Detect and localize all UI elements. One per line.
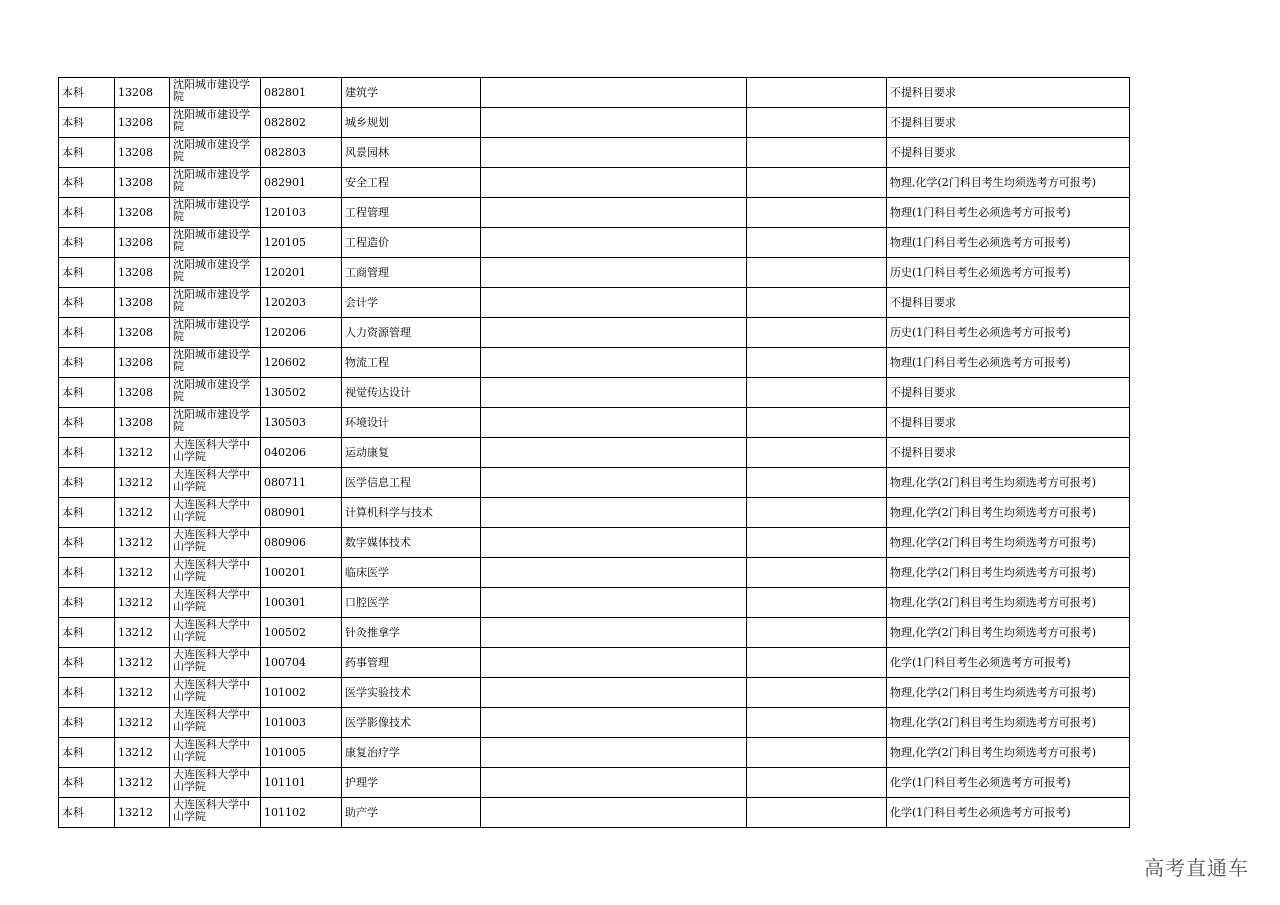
blank-cell bbox=[481, 618, 747, 648]
blank-cell bbox=[481, 438, 747, 468]
major-name-cell: 康复治疗学 bbox=[342, 738, 481, 768]
school-name-cell: 沈阳城市建设学院 bbox=[170, 168, 261, 198]
level-cell: 本科 bbox=[59, 558, 115, 588]
school-name-cell: 沈阳城市建设学院 bbox=[170, 258, 261, 288]
school-name-cell: 沈阳城市建设学院 bbox=[170, 348, 261, 378]
major-code-cell: 100301 bbox=[261, 588, 342, 618]
major-name-cell: 人力资源管理 bbox=[342, 318, 481, 348]
major-code-cell: 040206 bbox=[261, 438, 342, 468]
major-code-cell: 082901 bbox=[261, 168, 342, 198]
subject-requirement-cell: 物理,化学(2门科目考生均须选考方可报考) bbox=[887, 588, 1130, 618]
blank-cell bbox=[747, 798, 887, 828]
school-name-cell: 沈阳城市建设学院 bbox=[170, 408, 261, 438]
blank-cell bbox=[481, 588, 747, 618]
subject-requirement-cell: 不提科目要求 bbox=[887, 288, 1130, 318]
table-row bbox=[59, 678, 1130, 708]
major-name-cell: 助产学 bbox=[342, 798, 481, 828]
major-name-cell: 工商管理 bbox=[342, 258, 481, 288]
subject-requirement-cell: 化学(1门科目考生必须选考方可报考) bbox=[887, 768, 1130, 798]
blank-cell bbox=[481, 138, 747, 168]
level-cell: 本科 bbox=[59, 198, 115, 228]
school-name-cell: 沈阳城市建设学院 bbox=[170, 228, 261, 258]
level-cell: 本科 bbox=[59, 168, 115, 198]
blank-cell bbox=[747, 708, 887, 738]
blank-cell bbox=[481, 228, 747, 258]
school-code-cell: 13208 bbox=[115, 108, 170, 138]
table-row bbox=[59, 588, 1130, 618]
blank-cell bbox=[481, 288, 747, 318]
subject-requirement-cell: 物理,化学(2门科目考生均须选考方可报考) bbox=[887, 468, 1130, 498]
major-name-cell: 护理学 bbox=[342, 768, 481, 798]
blank-cell bbox=[747, 258, 887, 288]
blank-cell bbox=[747, 348, 887, 378]
watermark-logo-text: 高考直通车 bbox=[1144, 856, 1249, 880]
major-code-cell: 080711 bbox=[261, 468, 342, 498]
school-code-cell: 13208 bbox=[115, 258, 170, 288]
major-name-cell: 物流工程 bbox=[342, 348, 481, 378]
school-code-cell: 13212 bbox=[115, 438, 170, 468]
level-cell: 本科 bbox=[59, 768, 115, 798]
school-code-cell: 13208 bbox=[115, 168, 170, 198]
blank-cell bbox=[747, 138, 887, 168]
blank-cell bbox=[481, 648, 747, 678]
blank-cell bbox=[481, 528, 747, 558]
table-row bbox=[59, 288, 1130, 318]
major-name-cell: 药事管理 bbox=[342, 648, 481, 678]
major-code-cell: 101101 bbox=[261, 768, 342, 798]
blank-cell bbox=[747, 558, 887, 588]
major-name-cell: 环境设计 bbox=[342, 408, 481, 438]
school-name-cell: 大连医科大学中山学院 bbox=[170, 768, 261, 798]
blank-cell bbox=[747, 738, 887, 768]
table-row bbox=[59, 408, 1130, 438]
blank-cell bbox=[747, 678, 887, 708]
school-code-cell: 13208 bbox=[115, 378, 170, 408]
school-name-cell: 沈阳城市建设学院 bbox=[170, 198, 261, 228]
school-name-cell: 沈阳城市建设学院 bbox=[170, 78, 261, 108]
major-code-cell: 082801 bbox=[261, 78, 342, 108]
school-name-cell: 大连医科大学中山学院 bbox=[170, 648, 261, 678]
blank-cell bbox=[747, 288, 887, 318]
blank-cell bbox=[481, 318, 747, 348]
subject-requirement-cell: 物理,化学(2门科目考生均须选考方可报考) bbox=[887, 168, 1130, 198]
blank-cell bbox=[481, 168, 747, 198]
subject-requirement-cell: 历史(1门科目考生必须选考方可报考) bbox=[887, 318, 1130, 348]
subject-requirement-cell: 物理(1门科目考生必须选考方可报考) bbox=[887, 198, 1130, 228]
subject-requirement-cell: 不提科目要求 bbox=[887, 108, 1130, 138]
table-row bbox=[59, 258, 1130, 288]
blank-cell bbox=[747, 408, 887, 438]
blank-cell bbox=[481, 768, 747, 798]
blank-cell bbox=[747, 168, 887, 198]
table-row bbox=[59, 798, 1130, 828]
school-code-cell: 13208 bbox=[115, 228, 170, 258]
school-name-cell: 大连医科大学中山学院 bbox=[170, 618, 261, 648]
level-cell: 本科 bbox=[59, 108, 115, 138]
subject-requirement-cell: 不提科目要求 bbox=[887, 378, 1130, 408]
blank-cell bbox=[747, 198, 887, 228]
school-code-cell: 13212 bbox=[115, 468, 170, 498]
major-code-cell: 101005 bbox=[261, 738, 342, 768]
school-name-cell: 大连医科大学中山学院 bbox=[170, 468, 261, 498]
subject-requirement-cell: 物理,化学(2门科目考生均须选考方可报考) bbox=[887, 738, 1130, 768]
subject-requirement-cell: 物理,化学(2门科目考生均须选考方可报考) bbox=[887, 498, 1130, 528]
subject-requirement-cell: 物理(1门科目考生必须选考方可报考) bbox=[887, 228, 1130, 258]
major-code-cell: 080901 bbox=[261, 498, 342, 528]
blank-cell bbox=[481, 468, 747, 498]
school-name-cell: 大连医科大学中山学院 bbox=[170, 588, 261, 618]
level-cell: 本科 bbox=[59, 348, 115, 378]
level-cell: 本科 bbox=[59, 228, 115, 258]
major-code-cell: 082802 bbox=[261, 108, 342, 138]
blank-cell bbox=[747, 588, 887, 618]
blank-cell bbox=[481, 78, 747, 108]
blank-cell bbox=[747, 378, 887, 408]
major-name-cell: 会计学 bbox=[342, 288, 481, 318]
major-name-cell: 风景园林 bbox=[342, 138, 481, 168]
blank-cell bbox=[481, 258, 747, 288]
table-row bbox=[59, 618, 1130, 648]
school-code-cell: 13212 bbox=[115, 798, 170, 828]
major-code-cell: 130502 bbox=[261, 378, 342, 408]
level-cell: 本科 bbox=[59, 738, 115, 768]
school-name-cell: 沈阳城市建设学院 bbox=[170, 108, 261, 138]
level-cell: 本科 bbox=[59, 288, 115, 318]
subject-requirement-cell: 物理,化学(2门科目考生均须选考方可报考) bbox=[887, 558, 1130, 588]
blank-cell bbox=[481, 798, 747, 828]
blank-cell bbox=[747, 768, 887, 798]
table-row bbox=[59, 528, 1130, 558]
major-name-cell: 视觉传达设计 bbox=[342, 378, 481, 408]
school-name-cell: 沈阳城市建设学院 bbox=[170, 288, 261, 318]
major-name-cell: 计算机科学与技术 bbox=[342, 498, 481, 528]
table-row bbox=[59, 318, 1130, 348]
table-row bbox=[59, 648, 1130, 678]
level-cell: 本科 bbox=[59, 588, 115, 618]
table-row bbox=[59, 198, 1130, 228]
major-code-cell: 100201 bbox=[261, 558, 342, 588]
admission-requirements-table bbox=[58, 77, 1130, 828]
school-code-cell: 13212 bbox=[115, 648, 170, 678]
blank-cell bbox=[747, 618, 887, 648]
major-name-cell: 针灸推拿学 bbox=[342, 618, 481, 648]
table-row bbox=[59, 768, 1130, 798]
school-code-cell: 13208 bbox=[115, 348, 170, 378]
table-row bbox=[59, 708, 1130, 738]
school-code-cell: 13208 bbox=[115, 138, 170, 168]
blank-cell bbox=[747, 228, 887, 258]
blank-cell bbox=[481, 708, 747, 738]
school-code-cell: 13208 bbox=[115, 318, 170, 348]
school-code-cell: 13212 bbox=[115, 498, 170, 528]
blank-cell bbox=[747, 78, 887, 108]
blank-cell bbox=[747, 528, 887, 558]
major-name-cell: 工程管理 bbox=[342, 198, 481, 228]
table-row bbox=[59, 378, 1130, 408]
table-row bbox=[59, 468, 1130, 498]
school-code-cell: 13208 bbox=[115, 288, 170, 318]
blank-cell bbox=[481, 198, 747, 228]
major-code-cell: 120201 bbox=[261, 258, 342, 288]
major-name-cell: 工程造价 bbox=[342, 228, 481, 258]
major-name-cell: 临床医学 bbox=[342, 558, 481, 588]
table-row bbox=[59, 78, 1130, 108]
school-code-cell: 13208 bbox=[115, 78, 170, 108]
major-name-cell: 建筑学 bbox=[342, 78, 481, 108]
level-cell: 本科 bbox=[59, 798, 115, 828]
subject-requirement-cell: 物理,化学(2门科目考生均须选考方可报考) bbox=[887, 678, 1130, 708]
table-row bbox=[59, 738, 1130, 768]
blank-cell bbox=[481, 378, 747, 408]
school-name-cell: 大连医科大学中山学院 bbox=[170, 738, 261, 768]
subject-requirement-cell: 不提科目要求 bbox=[887, 408, 1130, 438]
blank-cell bbox=[481, 348, 747, 378]
blank-cell bbox=[481, 678, 747, 708]
blank-cell bbox=[481, 498, 747, 528]
major-code-cell: 120206 bbox=[261, 318, 342, 348]
major-code-cell: 101002 bbox=[261, 678, 342, 708]
blank-cell bbox=[747, 648, 887, 678]
school-code-cell: 13212 bbox=[115, 708, 170, 738]
school-code-cell: 13212 bbox=[115, 528, 170, 558]
major-code-cell: 120103 bbox=[261, 198, 342, 228]
blank-cell bbox=[481, 108, 747, 138]
school-name-cell: 大连医科大学中山学院 bbox=[170, 528, 261, 558]
level-cell: 本科 bbox=[59, 78, 115, 108]
major-name-cell: 口腔医学 bbox=[342, 588, 481, 618]
major-code-cell: 101102 bbox=[261, 798, 342, 828]
blank-cell bbox=[747, 498, 887, 528]
school-name-cell: 沈阳城市建设学院 bbox=[170, 138, 261, 168]
subject-requirement-cell: 不提科目要求 bbox=[887, 438, 1130, 468]
school-name-cell: 大连医科大学中山学院 bbox=[170, 438, 261, 468]
table-row bbox=[59, 438, 1130, 468]
school-name-cell: 大连医科大学中山学院 bbox=[170, 798, 261, 828]
school-code-cell: 13212 bbox=[115, 588, 170, 618]
level-cell: 本科 bbox=[59, 708, 115, 738]
major-name-cell: 医学影像技术 bbox=[342, 708, 481, 738]
school-code-cell: 13212 bbox=[115, 558, 170, 588]
school-code-cell: 13212 bbox=[115, 618, 170, 648]
table-body bbox=[59, 78, 1130, 828]
subject-requirement-cell: 不提科目要求 bbox=[887, 78, 1130, 108]
level-cell: 本科 bbox=[59, 498, 115, 528]
school-name-cell: 大连医科大学中山学院 bbox=[170, 678, 261, 708]
major-code-cell: 120105 bbox=[261, 228, 342, 258]
blank-cell bbox=[747, 468, 887, 498]
level-cell: 本科 bbox=[59, 408, 115, 438]
level-cell: 本科 bbox=[59, 648, 115, 678]
blank-cell bbox=[747, 438, 887, 468]
subject-requirement-cell: 物理(1门科目考生必须选考方可报考) bbox=[887, 348, 1130, 378]
subject-requirement-cell: 不提科目要求 bbox=[887, 138, 1130, 168]
school-name-cell: 沈阳城市建设学院 bbox=[170, 378, 261, 408]
subject-requirement-cell: 物理,化学(2门科目考生均须选考方可报考) bbox=[887, 618, 1130, 648]
level-cell: 本科 bbox=[59, 438, 115, 468]
school-name-cell: 大连医科大学中山学院 bbox=[170, 498, 261, 528]
blank-cell bbox=[747, 318, 887, 348]
table-row bbox=[59, 558, 1130, 588]
school-code-cell: 13212 bbox=[115, 768, 170, 798]
table-row bbox=[59, 498, 1130, 528]
blank-cell bbox=[747, 108, 887, 138]
school-code-cell: 13212 bbox=[115, 738, 170, 768]
major-code-cell: 100704 bbox=[261, 648, 342, 678]
school-code-cell: 13208 bbox=[115, 408, 170, 438]
table-row bbox=[59, 108, 1130, 138]
major-name-cell: 医学信息工程 bbox=[342, 468, 481, 498]
major-name-cell: 安全工程 bbox=[342, 168, 481, 198]
subject-requirement-cell: 化学(1门科目考生必须选考方可报考) bbox=[887, 648, 1130, 678]
school-name-cell: 大连医科大学中山学院 bbox=[170, 708, 261, 738]
major-code-cell: 130503 bbox=[261, 408, 342, 438]
subject-requirement-cell: 历史(1门科目考生必须选考方可报考) bbox=[887, 258, 1130, 288]
major-code-cell: 101003 bbox=[261, 708, 342, 738]
major-code-cell: 100502 bbox=[261, 618, 342, 648]
major-code-cell: 120203 bbox=[261, 288, 342, 318]
school-code-cell: 13212 bbox=[115, 678, 170, 708]
table-row bbox=[59, 168, 1130, 198]
major-code-cell: 120602 bbox=[261, 348, 342, 378]
major-name-cell: 运动康复 bbox=[342, 438, 481, 468]
level-cell: 本科 bbox=[59, 468, 115, 498]
major-name-cell: 医学实验技术 bbox=[342, 678, 481, 708]
level-cell: 本科 bbox=[59, 318, 115, 348]
blank-cell bbox=[481, 738, 747, 768]
level-cell: 本科 bbox=[59, 378, 115, 408]
subject-requirement-cell: 物理,化学(2门科目考生均须选考方可报考) bbox=[887, 708, 1130, 738]
table-row bbox=[59, 348, 1130, 378]
major-code-cell: 080906 bbox=[261, 528, 342, 558]
level-cell: 本科 bbox=[59, 258, 115, 288]
school-code-cell: 13208 bbox=[115, 198, 170, 228]
level-cell: 本科 bbox=[59, 678, 115, 708]
subject-requirement-cell: 物理,化学(2门科目考生均须选考方可报考) bbox=[887, 528, 1130, 558]
blank-cell bbox=[481, 408, 747, 438]
level-cell: 本科 bbox=[59, 618, 115, 648]
subject-requirement-cell: 化学(1门科目考生必须选考方可报考) bbox=[887, 798, 1130, 828]
level-cell: 本科 bbox=[59, 138, 115, 168]
school-name-cell: 大连医科大学中山学院 bbox=[170, 558, 261, 588]
table-row bbox=[59, 228, 1130, 258]
major-name-cell: 城乡规划 bbox=[342, 108, 481, 138]
major-code-cell: 082803 bbox=[261, 138, 342, 168]
major-name-cell: 数字媒体技术 bbox=[342, 528, 481, 558]
level-cell: 本科 bbox=[59, 528, 115, 558]
school-name-cell: 沈阳城市建设学院 bbox=[170, 318, 261, 348]
table-row bbox=[59, 138, 1130, 168]
blank-cell bbox=[481, 558, 747, 588]
